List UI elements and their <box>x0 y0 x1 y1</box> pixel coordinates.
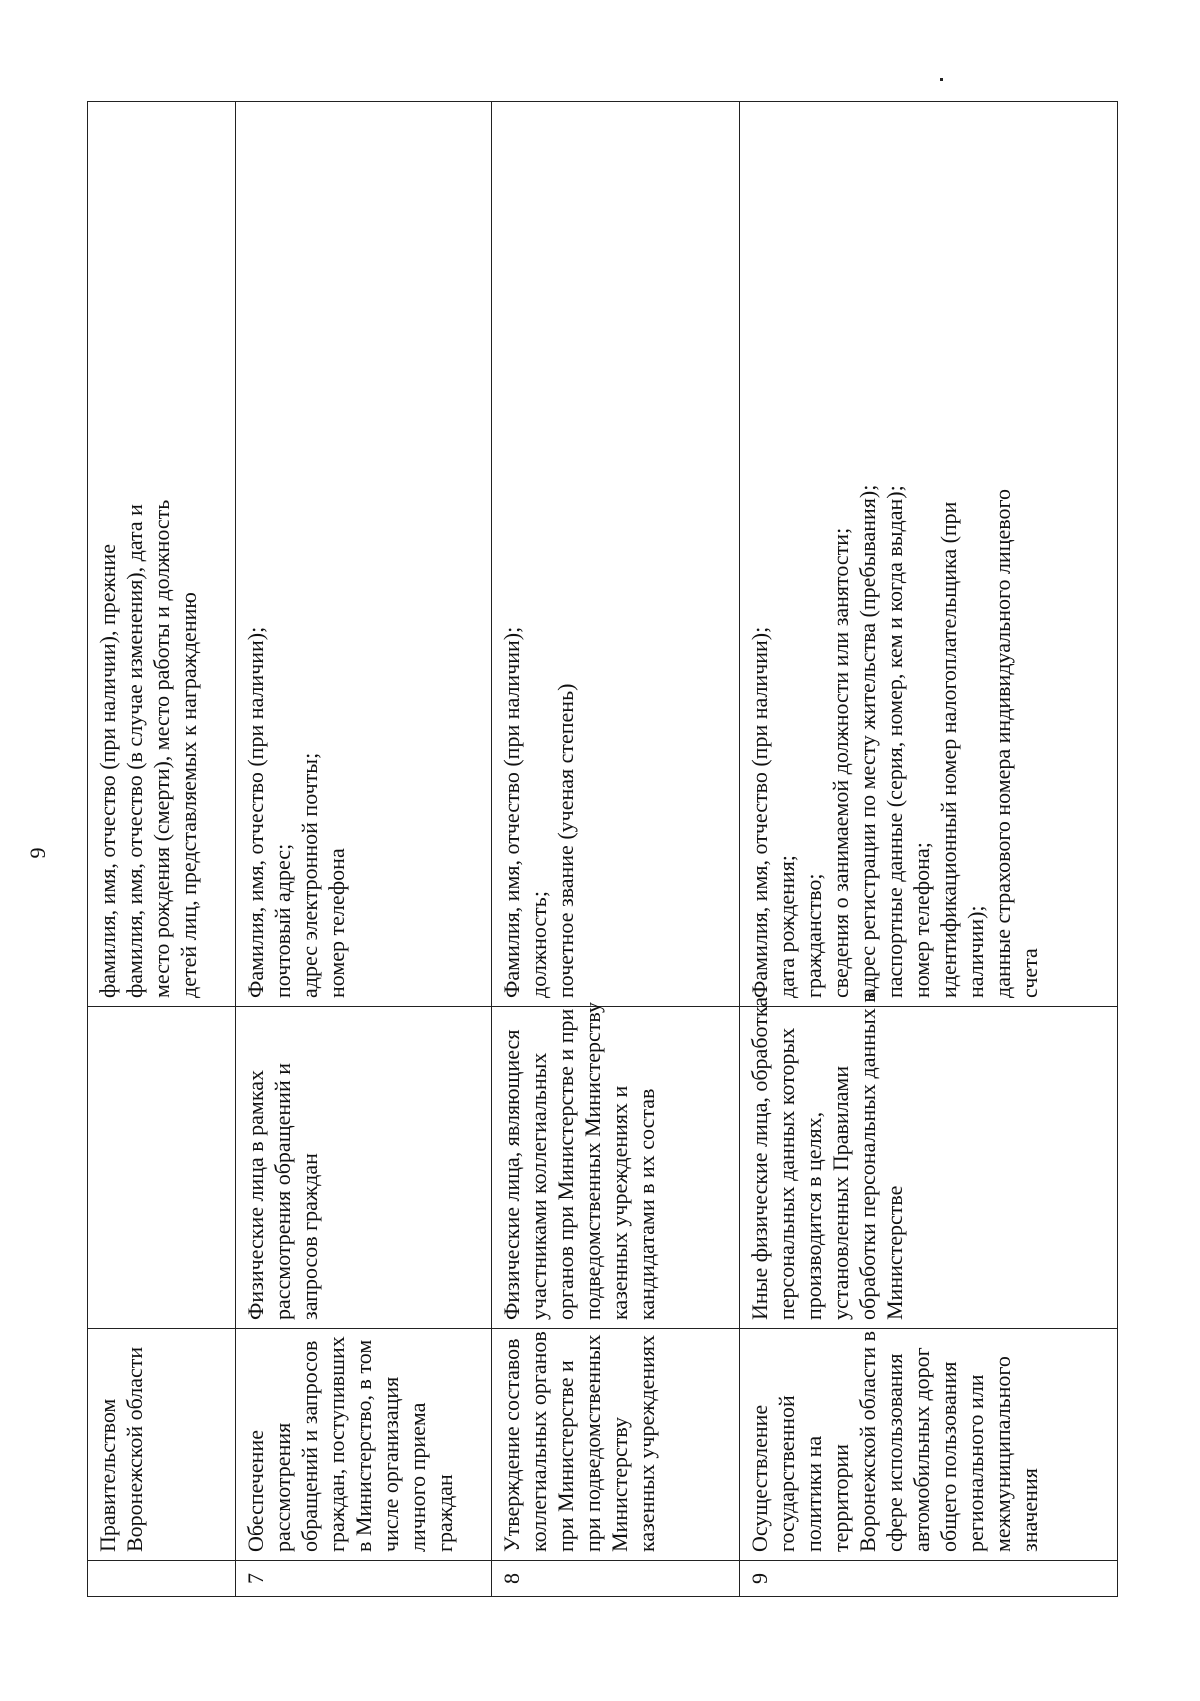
processing-purpose-cell-line: Утверждение составов <box>499 1338 524 1552</box>
processing-purpose-cell-line: территории <box>828 1443 854 1552</box>
processing-purpose-cell-line: регионального или <box>963 1374 989 1552</box>
personal-data-list-cell-line: сведения о занимаемой должности или занятости; <box>828 527 854 998</box>
personal-data-list-cell-line: данные страхового номера индивидуального лицевого <box>990 489 1016 998</box>
personal-data-list-cell-line: фамилия, имя, отчество (в случае изменения), дата и <box>122 504 148 998</box>
processing-purpose-cell-line: Министерству <box>607 1416 633 1552</box>
data-subjects-cell-line: казенных учреждениях и <box>607 1085 633 1320</box>
table-row <box>492 102 740 1597</box>
personal-data-list-cell-line: идентификационный номер налогоплательщика (при <box>936 501 962 998</box>
processing-purpose-cell-line: Обеспечение <box>243 1430 268 1552</box>
personal-data-list-cell-line: счета <box>1017 948 1043 998</box>
personal-data-list-cell <box>740 102 1118 1007</box>
personal-data-list-cell <box>88 102 236 1007</box>
processing-purpose-cell-line: государственной <box>774 1395 800 1552</box>
processing-purpose-cell-line: политики на <box>801 1435 827 1552</box>
data-subjects-cell-line: Физические лица в рамках <box>243 1070 268 1320</box>
data-subjects-cell-line: Министерстве <box>882 1185 908 1320</box>
processing-purpose-cell-line: Осуществление <box>747 1404 772 1552</box>
processing-purpose-cell-line: Воронежской области в <box>855 1330 881 1552</box>
data-subjects-cell-line: кандидатами в их состав <box>634 1088 660 1320</box>
data-subjects-cell-line: органов при Министерстве и при <box>553 1008 579 1320</box>
data-subjects-cell-line: обработки персональных данных в <box>855 992 881 1320</box>
processing-purpose-cell <box>492 1329 740 1561</box>
processing-purpose-cell-line: казенных учреждениях <box>634 1334 660 1552</box>
processing-purpose-cell-line: общего пользования <box>936 1361 962 1552</box>
personal-data-list-cell-line: место рождения (смерти), место работы и должность <box>149 499 175 998</box>
personal-data-list-cell-line: должность; <box>526 891 552 998</box>
processing-purpose-cell-line: личного приема <box>405 1402 431 1552</box>
row-number <box>88 1561 236 1597</box>
processing-purpose-cell-line: обращений и запросов <box>297 1340 323 1552</box>
personal-data-list-cell-line: почтовый адрес; <box>270 843 296 998</box>
personal-data-list-cell-line: Фамилия, имя, отчество (при наличии); <box>499 626 524 998</box>
data-subjects-cell-line: участниками коллегиальных <box>526 1052 552 1320</box>
data-subjects-cell-line: запросов граждан <box>297 1153 323 1320</box>
personal-data-list-cell-line: номер телефона <box>324 848 350 998</box>
processing-purpose-cell-line: коллегиальных органов <box>526 1331 552 1552</box>
processing-purpose-cell-line: автомобильных дорог <box>909 1347 935 1552</box>
personal-data-list-cell <box>236 102 492 1007</box>
data-subjects-cell-line: производится в целях, <box>801 1111 827 1320</box>
personal-data-list-cell-line: гражданство; <box>801 873 827 998</box>
processing-purpose-cell-line: граждан, поступивших <box>324 1336 350 1552</box>
personal-data-list-cell-line: адрес электронной почты; <box>297 752 323 998</box>
processing-purpose-cell-line: межмуниципального <box>990 1356 1016 1552</box>
processing-purpose-cell-line: значения <box>1017 1468 1043 1552</box>
processing-purpose-cell-line: Правительством <box>95 1398 120 1552</box>
processing-purpose-cell-line: числе организация <box>378 1376 404 1552</box>
table-row <box>236 102 492 1597</box>
data-subjects-cell-line: рассмотрения обращений и <box>270 1063 296 1320</box>
personal-data-list-cell <box>492 102 740 1007</box>
table-row <box>740 102 1118 1597</box>
row-number: 7 <box>236 1561 492 1597</box>
row-number: 9 <box>740 1561 1118 1597</box>
personal-data-list-cell-line: Фамилия, имя, отчество (при наличии); <box>243 626 268 998</box>
personal-data-list-cell-line: номер телефона; <box>909 842 935 998</box>
data-subjects-cell-line: подведомственных Министерству <box>580 1001 606 1320</box>
data-subjects-cell-line: Иные физические лица, обработка <box>747 997 772 1320</box>
processing-purpose-cell-line: при подведомственных <box>580 1334 606 1552</box>
table-row <box>88 102 236 1597</box>
data-subjects-cell-line: установленных Правилами <box>828 1065 854 1320</box>
personal-data-list-cell-line: наличии); <box>963 905 989 998</box>
data-subjects-cell <box>88 1007 236 1329</box>
data-subjects-cell-line: персональных данных которых <box>774 1027 800 1320</box>
personal-data-list-cell-line: дата рождения; <box>774 855 800 998</box>
processing-purpose-cell-line: в Министерство, в том <box>351 1339 377 1552</box>
data-subjects-cell-line: Физические лица, являющиеся <box>499 1029 524 1320</box>
data-subjects-cell <box>740 992 1118 1329</box>
processing-purpose-cell-line: рассмотрения <box>270 1422 296 1552</box>
personal-data-table <box>87 101 1117 1597</box>
personal-data-list-cell-line: Фамилия, имя, отчество (при наличии); <box>747 626 772 998</box>
processing-purpose-cell-line: сфере использования <box>882 1353 908 1552</box>
processing-purpose-cell <box>236 1329 492 1561</box>
processing-purpose-cell-line: Воронежской области <box>122 1346 148 1552</box>
processing-purpose-cell <box>740 1329 1118 1561</box>
processing-purpose-cell <box>88 1329 236 1561</box>
page-number: 9 <box>25 847 50 859</box>
personal-data-list-cell-line: фамилия, имя, отчество (при наличии), прежние <box>95 543 120 998</box>
data-subjects-cell <box>236 1007 492 1329</box>
data-subjects-cell <box>492 1001 740 1329</box>
row-number: 8 <box>492 1561 740 1597</box>
personal-data-list-cell-line: детей лиц, представляемых к награждению <box>176 592 202 998</box>
personal-data-list-cell-line: паспортные данные (серия, номер, кем и когда выдан); <box>882 485 908 998</box>
personal-data-list-cell-line: почетное звание (ученая степень) <box>553 683 579 998</box>
scan-speck <box>940 78 943 81</box>
personal-data-list-cell-line: адрес регистрации по месту жительства (пребывания); <box>855 484 881 998</box>
processing-purpose-cell-line: при Министерстве и <box>553 1360 579 1552</box>
processing-purpose-cell-line: граждан <box>432 1474 458 1552</box>
